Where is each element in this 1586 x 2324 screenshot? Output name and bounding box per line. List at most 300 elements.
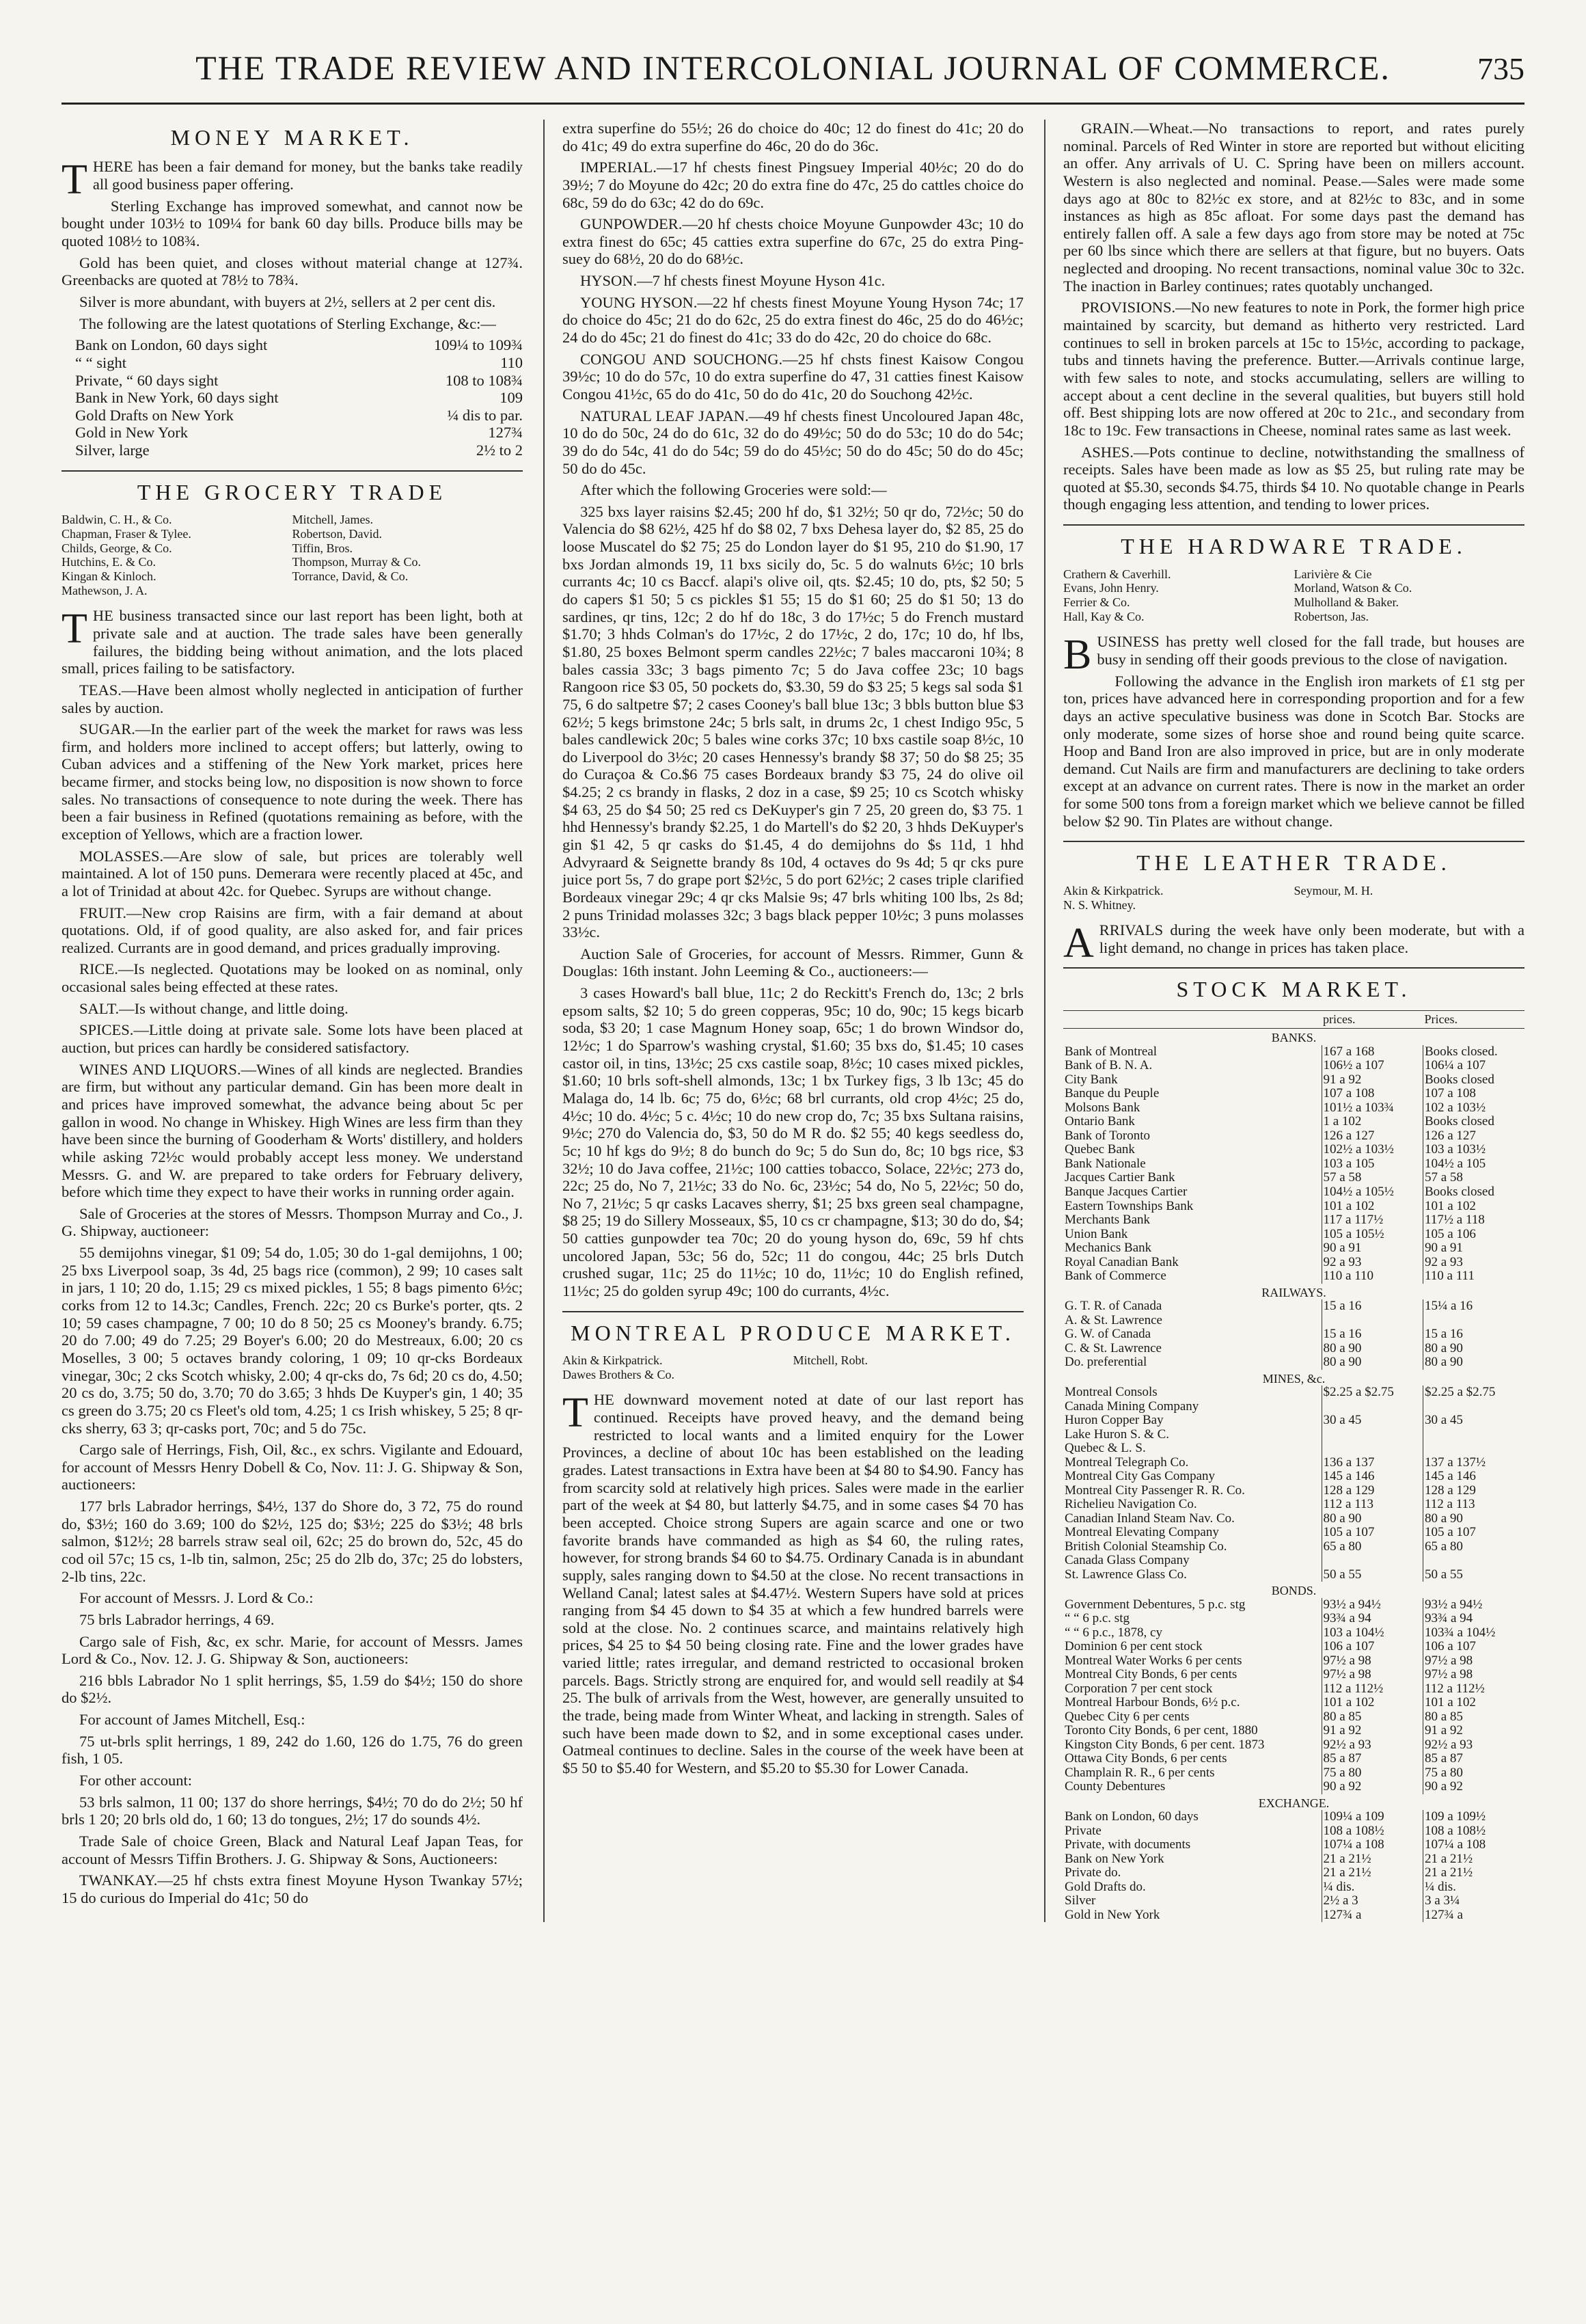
stock-group-label: RAILWAYS. bbox=[1261, 1285, 1326, 1299]
paragraph: SUGAR.—In the earlier part of the week the market for raws was less firm, and holders more inclined to accept offers; but latterly, owing to Cuban advices and a stiffening of the New York market, prices here became firmer, and stocks being low, no disposition is now shown to force sales. No transactions of consequence to note during the week. There has been a fair business in Refined (quotations remaining as before, with the exception of Yellows, which are a fraction lower. bbox=[61, 720, 523, 843]
stock-price-current: 110 a 111 bbox=[1423, 1269, 1525, 1284]
stock-row bbox=[1063, 1526, 1525, 1540]
stock-row bbox=[1063, 1299, 1525, 1314]
paragraph: ARRIVALS during the week have only been moderate, but with a light demand, no change in prices has taken place. bbox=[1063, 920, 1525, 967]
paragraph: THE business transacted since our last report has been light, both at private sale and at auction. The trade sales have been generally failures, the bidding being without animation, and the lots placed small, prices failing to be satisfactory. bbox=[61, 606, 523, 677]
stock-row bbox=[1063, 1640, 1525, 1654]
firm-name: Mathewson, J. A. bbox=[61, 583, 148, 597]
stock-name: Jacques Cartier Bank bbox=[1065, 1170, 1175, 1185]
stock-price-prev: 30 a 45 bbox=[1322, 1414, 1423, 1428]
firm-name: Mitchell, Robt. bbox=[793, 1353, 868, 1368]
stock-price-current: 112 a 112½ bbox=[1423, 1682, 1525, 1697]
stock-name: Private, with documents bbox=[1065, 1837, 1191, 1852]
stock-name: Banque du Peuple bbox=[1065, 1086, 1160, 1101]
stock-row bbox=[1063, 1073, 1525, 1087]
stock-name: Bank on London, 60 days bbox=[1065, 1809, 1199, 1824]
stock-row bbox=[1063, 1498, 1525, 1512]
stock-name: Silver bbox=[1065, 1893, 1096, 1908]
stock-price-prev: 97½ a 98 bbox=[1322, 1668, 1423, 1682]
stock-row bbox=[1063, 1185, 1525, 1200]
stock-price-current: 50 a 55 bbox=[1423, 1568, 1525, 1582]
stock-price-current: 15¼ a 16 bbox=[1423, 1299, 1525, 1314]
stock-market-title: STOCK MARKET. bbox=[1176, 977, 1412, 1002]
hardware-trade-title: THE HARDWARE TRADE. bbox=[1121, 534, 1467, 559]
stock-price-current: 91 a 92 bbox=[1423, 1724, 1525, 1738]
stock-name: Quebec Bank bbox=[1065, 1142, 1135, 1157]
paragraph: 216 bbls Labrador No 1 split herrings, $5, 1.59 do $4½; 150 do shore do $2½. bbox=[61, 1671, 523, 1707]
stock-name: Huron Copper Bay bbox=[1065, 1413, 1164, 1428]
grocery-firms bbox=[61, 513, 523, 597]
stock-name: Union Bank bbox=[1065, 1226, 1128, 1241]
stock-name: Canadian Inland Steam Nav. Co. bbox=[1065, 1511, 1235, 1526]
paragraph: GRAIN.—Wheat.—No transactions to report, and rates purely nominal. Parcels of Red Winter in store are reported but without eliciting an offer. Any arrivals of U. C. Spring have been on millers account. Western is also neglected and nominal. Pease.—Sales were made some days ago at 80c to 82½c ex store, and at 82½c to 83c, and in some instances as high as 85c afloat. For some days past the demand has entirely fallen off. A sale a few days ago from store may be noted at 75c per 60 lbs since which there are sellers at that figure, but no buyers. Oats neglected and drooping. No recent transactions, nominal value 30c to 32c. The inaction in Barley continues; rates quotably unchanged. bbox=[1063, 120, 1525, 295]
stock-name: Private do. bbox=[1065, 1865, 1121, 1880]
stock-row bbox=[1063, 1554, 1525, 1568]
stock-price-prev: 92½ a 93 bbox=[1322, 1738, 1423, 1753]
stock-row bbox=[1063, 1780, 1525, 1794]
stock-price-prev: 50 a 55 bbox=[1322, 1568, 1423, 1582]
stock-name: A. & St. Lawrence bbox=[1065, 1312, 1162, 1327]
firm-name: N. S. Whitney. bbox=[1063, 897, 1136, 912]
stock-group-label: EXCHANGE. bbox=[1258, 1796, 1330, 1810]
paragraph: SALT.—Is without change, and little doing. bbox=[79, 999, 348, 1017]
stock-name: Bank on New York bbox=[1065, 1851, 1164, 1866]
stock-group-label: MINES, &c. bbox=[1262, 1371, 1326, 1386]
stock-price-prev: 128 a 129 bbox=[1322, 1484, 1423, 1498]
stock-price-prev: 93¾ a 94 bbox=[1322, 1612, 1423, 1626]
quote-label: Silver, large bbox=[75, 442, 150, 459]
paragraph: Sterling Exchange has improved somewhat, and cannot now be bought under 103½ to 109¼ for bank 60 day bills. Produce bills may be quoted 108½ to 108¾. bbox=[61, 197, 523, 250]
stock-price-current: Books closed bbox=[1423, 1185, 1525, 1200]
stock-group-label: BONDS. bbox=[1271, 1584, 1317, 1598]
quote-label: “ “ sight bbox=[75, 353, 126, 371]
stock-name: Quebec City 6 per cents bbox=[1065, 1709, 1190, 1724]
paragraph: Cargo sale of Herrings, Fish, Oil, &c., ex schrs. Vigilante and Edouard, for account of Messrs Henry Dobell & Co, Nov. 11: J. G. Shipway & Son, auctioneers: bbox=[61, 1441, 523, 1494]
leather-trade-title: THE LEATHER TRADE. bbox=[1136, 850, 1451, 876]
firm-name: Akin & Kirkpatrick. bbox=[1063, 883, 1164, 897]
stock-price-prev: 91 a 92 bbox=[1322, 1724, 1423, 1738]
stock-price-prev: 101 a 102 bbox=[1322, 1696, 1423, 1710]
stock-row bbox=[1063, 1866, 1525, 1880]
quote-row bbox=[75, 354, 523, 372]
stock-name: Ontario Bank bbox=[1065, 1114, 1135, 1129]
stock-price-prev bbox=[1322, 1314, 1423, 1328]
stock-name: Bank Nationale bbox=[1065, 1156, 1146, 1171]
stock-price-prev: 109¼ a 109 bbox=[1322, 1810, 1423, 1824]
stock-row bbox=[1063, 1654, 1525, 1668]
paragraph: FRUIT.—New crop Raisins are firm, with a fair demand at about quotations. Old, if of good quality, are also asked for, and fair prices realized. Currants are in good demand, and prices gradually improving. bbox=[61, 904, 523, 956]
paragraph: TWANKAY.—25 hf chsts extra finest Moyune Hyson Twankay 57½; 15 do curious do Imperial do 41c; 50 do bbox=[61, 1872, 523, 1906]
stock-row bbox=[1063, 1157, 1525, 1172]
stock-row bbox=[1063, 1810, 1525, 1824]
stock-name: Eastern Townships Bank bbox=[1065, 1198, 1194, 1213]
stock-price-current: 137 a 137½ bbox=[1423, 1456, 1525, 1470]
stock-price-prev: ¼ dis. bbox=[1322, 1880, 1423, 1895]
quote-row bbox=[75, 372, 523, 390]
stock-row bbox=[1063, 1824, 1525, 1839]
stock-price-current: 90 a 91 bbox=[1423, 1241, 1525, 1256]
stock-price-current: Books closed bbox=[1423, 1073, 1525, 1087]
stock-row bbox=[1063, 1838, 1525, 1852]
firm-name: Akin & Kirkpatrick. bbox=[562, 1353, 663, 1368]
stock-price-current: 21 a 21½ bbox=[1423, 1852, 1525, 1867]
stock-price-current bbox=[1423, 1554, 1525, 1568]
stock-row bbox=[1063, 1414, 1525, 1428]
stock-name: Montreal City Passenger R. R. Co. bbox=[1065, 1483, 1245, 1498]
stock-name: Montreal Elevating Company bbox=[1065, 1525, 1219, 1540]
quote-row bbox=[75, 442, 523, 459]
stock-name: Quebec & L. S. bbox=[1065, 1441, 1146, 1456]
stock-price-current: 145 a 146 bbox=[1423, 1470, 1525, 1484]
paragraph: TEAS.—Have been almost wholly neglected in anticipation of further sales by auction. bbox=[61, 681, 523, 716]
paragraph: HYSON.—7 hf chests finest Moyune Hyson 41c. bbox=[580, 272, 886, 290]
paragraph: RICE.—Is neglected. Quotations may be looked on as nominal, only occasional sales being effected at these rates. bbox=[61, 960, 523, 996]
quote-value: 108 to 108¾ bbox=[445, 371, 523, 389]
stock-row bbox=[1063, 1880, 1525, 1895]
stock-price-current: $2.25 a $2.75 bbox=[1423, 1386, 1525, 1400]
stock-row bbox=[1063, 1668, 1525, 1682]
paragraph: 53 brls salmon, 11 00; 137 do shore herrings, $4½; 70 do do 2½; 50 hf brls 1 20; 20 brls old do, 1 60; 13 do tongues, 2½; 17 do sounds 4½. bbox=[61, 1793, 523, 1828]
stock-header bbox=[1063, 1010, 1322, 1028]
paragraph: 3 cases Howard's ball blue, 11c; 2 do Reckitt's French do, 13c; 2 brls epsom salts, $2 10; 5 do green copperas, 95c; 10 do, 90c; 15 kegs bicarb soda, $3 20; 1 case Magnum Honey soap, 65c; 1 do brown Windsor do, 12½c; 1 do Sparrow's washing crystal, $1.60; 35 bxs do, $1.45; 10 cases castor oil, in tins, 13½c; 25 cxs castile soap, 8½c; 10 cases mixed pickles, $1.60; 10 brls soft-shell almonds, 13c; 1 bx Turkey figs, 3 lb 13c; 45 do Malaga do, 14 lb. 6c; 75 do, 6½c; 68 brl currants, old crop 4½c; 25 do, 4½c; 10 do. 4½c; 5 c. 4½c; 10 do new crop do, 7c; 35 bxs Sultana raisins, 9½c; 270 do Valencia do, $3, 50 do M R do. $2 55; 40 kegs seedless do, 5c; 10 hf kgs do 9½; 8 do bunch do 9c; 5 do Sun do, 8c; 10 bgs rice, $3 32½; 10 do Java coffee, 21½c; 100 catties tobacco, Solace, 22½c; 273 do, 22c; 25 do, No 7, 21½c; 33 do No. 6c, 23½c; 54 do, No 5, 22½c; 50 do, No 7, 21½c; 5 qr casks Lacaves sherry, $1; 25 bxs green seal champagne, $8 25; 19 do Sillery Mosseaux, $5, 10 cs cr champagne, $13; 30 do do, $4; 50 catties gunpowder tea 70c; 20 do young hyson do, 69c, 59 hf chts uncolored Japan, 53c; 56 do, 52c; 11 do congou, 44c; 25 brls Dutch crushed sugar, 11c; 25 do 11½c; 10 do, 11½c; 10 do English refined, 11½c; 25 do golden syrup 49c; 100 do currants, 4½c. bbox=[562, 984, 1024, 1299]
quote-label: Bank on London, 60 days sight bbox=[75, 336, 268, 354]
stock-price-current bbox=[1423, 1314, 1525, 1328]
stock-row bbox=[1063, 1710, 1525, 1725]
stock-price-current: 101 a 102 bbox=[1423, 1200, 1525, 1214]
paragraph: CONGOU AND SOUCHONG.—25 hf chsts finest Kaisow Congou 39½c; 10 do do 57c, 10 do extra superfine do 47, 31 catties finest Kaisow Congou 41½c, 65 do do 41c, 50 do do 41c, 20 do Souchong 42½c. bbox=[562, 350, 1024, 403]
stock-group-row bbox=[1063, 1582, 1525, 1597]
paragraph: Silver is more abundant, with buyers at 2½, sellers at 2 per cent dis. bbox=[79, 293, 496, 310]
paragraph: Cargo sale of Fish, &c, ex schr. Marie, for account of Messrs. James Lord & Co., Nov. 12. J. G. Shipway & Son, auctioneers: bbox=[61, 1632, 523, 1668]
stock-price-current: 57 a 58 bbox=[1423, 1171, 1525, 1185]
quote-row bbox=[75, 336, 523, 354]
stock-name: Do. preferential bbox=[1065, 1355, 1147, 1370]
stock-name: Richelieu Navigation Co. bbox=[1065, 1497, 1197, 1512]
stock-name: Montreal Water Works 6 per cents bbox=[1065, 1653, 1242, 1668]
stock-row bbox=[1063, 1171, 1525, 1185]
stock-row bbox=[1063, 1269, 1525, 1284]
stock-price-current: 105 a 107 bbox=[1423, 1526, 1525, 1540]
quote-label: Private, “ 60 days sight bbox=[75, 371, 219, 389]
stock-row bbox=[1063, 1200, 1525, 1214]
stock-price-prev: 91 a 92 bbox=[1322, 1073, 1423, 1087]
stock-row bbox=[1063, 1314, 1525, 1328]
page-header bbox=[61, 48, 1525, 105]
divider bbox=[562, 1311, 1024, 1312]
stock-name: Merchants Bank bbox=[1065, 1213, 1151, 1228]
stock-row bbox=[1063, 1738, 1525, 1753]
paragraph: Gold has been quiet, and closes without material change at 127¾. Greenbacks are quoted at 78½ to 78¾. bbox=[61, 254, 523, 289]
stock-price-current: 107 a 108 bbox=[1423, 1087, 1525, 1101]
paragraph: YOUNG HYSON.—22 hf chests finest Moyune Young Hyson 74c; 17 do choice do 45c; 21 do do 62c, 25 do extra finest do 46c, 25 do do 46½c; 24 do do 45c; 21 do finest do 41c; 33 do do 42c, 20 do choice do 68c. bbox=[562, 293, 1024, 347]
firm-name: Thompson, Murray & Co. bbox=[292, 555, 421, 569]
stock-price-current: 102 a 103½ bbox=[1423, 1101, 1525, 1116]
stock-price-prev: 106 a 107 bbox=[1322, 1640, 1423, 1654]
stock-price-current: 93½ a 94½ bbox=[1423, 1598, 1525, 1612]
leather-firms bbox=[1063, 884, 1525, 912]
stock-name: Mechanics Bank bbox=[1065, 1241, 1152, 1256]
stock-price-prev: 101 a 102 bbox=[1322, 1200, 1423, 1214]
stock-price-current: 90 a 92 bbox=[1423, 1780, 1525, 1794]
quote-row bbox=[75, 407, 523, 424]
stock-row bbox=[1063, 1540, 1525, 1554]
stock-name: Gold in New York bbox=[1065, 1907, 1160, 1922]
column-1 bbox=[61, 120, 523, 1922]
stock-row bbox=[1063, 1470, 1525, 1484]
stock-price-prev: 103 a 104½ bbox=[1322, 1626, 1423, 1640]
divider bbox=[1063, 524, 1525, 526]
paragraph: 325 bxs layer raisins $2.45; 200 hf do, $1 32½; 50 qr do, 72½c; 50 do Valencia do $8 62½, 425 hf do $8 02, 7 bxs Dehesa layer do, $2 85, 25 do loose Muscatel do $2 75; 25 do London layer do $1 95, 210 do $1.90, 17 bxs Jordan almonds 19, 11 bxs sicily do, 5c. 5 do walnuts 6½c; 10 brls currants 4c; 10 cs Baccf. alapi's olive oil, qts. $2.45; 10 do, pts, $2 50; 5 do capers $1 50; 5 cs pickles $1 55; 15 do $1 60; 25 do $1 50; 13 do sardines, qr tins, 12c; 2 do hf do 18c, 3 do 17½c; 5 do French mustard $1.70; 3 hhds Colman's do 17½c, 2 do 17½c, 2 do, 17c; 10 do, hf lbs, $1.80, 25 boxes Belmont sperm candles 22½c; 7 bales maccaroni 10¾; 8 bales cassia 33c; 3 bags pimento 7c; 5 do Java coffee 23c; 10 bags Rangoon rice $3 05, 50 pockets do, $3.30, 59 do $3 25; 5 kegs sal soda $1 75, 6 do saltpetre $7; 2 cases Cooney's ball blue 13c; 3 bbls button blue $3 62½; 5 kegs brimstone 24c; 5 brls salt, in drums 2c, 1 chest Indigo 95c, 5 bales candlewick 20c; 5 bales wine corks 37c; 10 bxs castile soap 8½c, 10 do Liverpool do 3½c; 20 cases Hennessy's brandy $8 37; 50 do $8 25; 35 do Curaçoa & Co.$6 75 cases Bordeaux brandy $3 75, 24 do olive oil $4.25; 2 cs brandy in flasks, 2 doz in a case, $9 25; 10 cs Scotch whisky $4 63, 25 do $4 50; 25 red cs DeKuyper's gin 7 25, 20 green do, $3 75. 1 hhd Hennessy's brandy $2.25, 1 do Martell's do $2 20, 3 hhds DeKuyper's gin $1 42, 5 qr casks do $1.45, 4 do demijohns do $s 11d, 1 hhd Advyraard & Seignette brandy 8s 10d, 4 octaves do 9s 4d; 5 qr cks pure juice port 5s, 7 do grape port $2½c, 5 do port 62½c; 2 cases triple clarified Bordeaux vinegar 29c; 4 qr cks Malsie 9s; 47 brls whiting 100 lbs, 2s 8d; 2 puns Trinidad molasses 32c; 3 bags black pepper 10½c; 3 puns molasses 33½c. bbox=[562, 502, 1024, 941]
stock-price-current: 101 a 102 bbox=[1423, 1696, 1525, 1710]
stock-price-current: 93¾ a 94 bbox=[1423, 1612, 1525, 1626]
stock-price-prev: 90 a 92 bbox=[1322, 1780, 1423, 1794]
paragraph: For account of Messrs. J. Lord & Co.: bbox=[79, 1589, 314, 1607]
quote-label: Bank in New York, 60 days sight bbox=[75, 389, 279, 407]
stock-price-current: 65 a 80 bbox=[1423, 1540, 1525, 1554]
firm-name: Chapman, Fraser & Tylee. bbox=[61, 526, 191, 541]
stock-price-current: 106¼ a 107 bbox=[1423, 1059, 1525, 1073]
stock-price-current: ¼ dis. bbox=[1423, 1880, 1525, 1895]
divider bbox=[61, 470, 523, 472]
stock-row bbox=[1063, 1894, 1525, 1908]
stock-row bbox=[1063, 1355, 1525, 1370]
stock-price-current: 21 a 21½ bbox=[1423, 1866, 1525, 1880]
stock-price-current: 126 a 127 bbox=[1423, 1129, 1525, 1144]
stock-row bbox=[1063, 1228, 1525, 1242]
stock-name: Champlain R. R., 6 per cents bbox=[1065, 1765, 1215, 1780]
stock-price-prev: 104½ a 105½ bbox=[1322, 1185, 1423, 1200]
stock-name: G. T. R. of Canada bbox=[1065, 1299, 1162, 1314]
stock-price-prev: 112 a 112½ bbox=[1322, 1682, 1423, 1697]
firm-name: Kingan & Kinloch. bbox=[61, 569, 156, 583]
stock-price-current: 103 a 103½ bbox=[1423, 1143, 1525, 1157]
firm-name: Larivière & Cie bbox=[1294, 567, 1372, 581]
divider bbox=[1063, 841, 1525, 842]
quote-value: 109¼ to 109¾ bbox=[433, 336, 523, 354]
divider bbox=[1063, 967, 1525, 969]
quote-value: 109 bbox=[500, 389, 523, 407]
stock-row bbox=[1063, 1342, 1525, 1356]
stock-price-current: 105 a 106 bbox=[1423, 1228, 1525, 1242]
stock-price-current: 106 a 107 bbox=[1423, 1640, 1525, 1654]
stock-row bbox=[1063, 1101, 1525, 1116]
stock-row bbox=[1063, 1143, 1525, 1157]
stock-price-current: Books closed bbox=[1423, 1115, 1525, 1129]
quote-value: ¼ dis to par. bbox=[447, 406, 523, 424]
stock-price-current: 3 a 3¼ bbox=[1423, 1894, 1525, 1908]
stock-price-current: 75 a 80 bbox=[1423, 1766, 1525, 1781]
stock-price-prev: 90 a 91 bbox=[1322, 1241, 1423, 1256]
stock-price-prev: 102½ a 103½ bbox=[1322, 1143, 1423, 1157]
stock-price-prev bbox=[1322, 1400, 1423, 1414]
stock-price-current bbox=[1423, 1400, 1525, 1414]
stock-name: Montreal City Bonds, 6 per cents bbox=[1065, 1667, 1238, 1682]
stock-price-current: 80 a 90 bbox=[1423, 1512, 1525, 1526]
stock-row bbox=[1063, 1612, 1525, 1626]
stock-name: County Debentures bbox=[1065, 1779, 1166, 1794]
quote-value: 110 bbox=[500, 353, 523, 371]
stock-name: “ “ 6 p.c. stg bbox=[1065, 1611, 1130, 1626]
firm-name: Mulholland & Baker. bbox=[1294, 595, 1399, 609]
stock-name: Canada Mining Company bbox=[1065, 1399, 1199, 1414]
stock-price-current bbox=[1423, 1428, 1525, 1442]
paragraph: IMPERIAL.—17 hf chests finest Pingsuey Imperial 40½c; 20 do do 39½; 7 do Moyune do 42c; 20 do extra fine do 47c, 25 do cattles choice do 68c, 59 do do 63c; 42 do do 69c. bbox=[562, 159, 1024, 211]
quote-value: 2½ to 2 bbox=[476, 442, 523, 459]
stock-price-prev: 80 a 90 bbox=[1322, 1355, 1423, 1370]
firm-name: Dawes Brothers & Co. bbox=[562, 1367, 674, 1381]
stock-price-current bbox=[1423, 1442, 1525, 1456]
stock-price-prev: 80 a 90 bbox=[1322, 1342, 1423, 1356]
stock-price-prev: 136 a 137 bbox=[1322, 1456, 1423, 1470]
stock-price-current: 30 a 45 bbox=[1423, 1414, 1525, 1428]
stock-price-current: 92½ a 93 bbox=[1423, 1738, 1525, 1753]
quote-row bbox=[75, 389, 523, 407]
stock-row bbox=[1063, 1696, 1525, 1710]
produce-market-title: MONTREAL PRODUCE MARKET. bbox=[571, 1320, 1015, 1345]
paragraph: ASHES.—Pots continue to decline, notwithstanding the smallness of receipts. Sales have been made as low as $5 25, but ruling rate may be quoted at $5.30, seconds $4.75, thirds $4 10. No quotable change in Pearls though engaging less attention, and tending to lower prices. bbox=[1063, 443, 1525, 513]
stock-price-current: 80 a 85 bbox=[1423, 1710, 1525, 1725]
stock-price-current: 80 a 90 bbox=[1423, 1342, 1525, 1356]
stock-row bbox=[1063, 1386, 1525, 1400]
firm-name: Robertson, David. bbox=[292, 526, 382, 541]
stock-row bbox=[1063, 1115, 1525, 1129]
stock-price-prev: 106½ a 107 bbox=[1322, 1059, 1423, 1073]
stock-row bbox=[1063, 1626, 1525, 1640]
paragraph: WINES AND LIQUORS.—Wines of all kinds are neglected. Brandies are firm, but without any particular demand. Gin has been more dealt in and prices have improved somewhat, the advance being about 5c per gallon in wood. No change in Whiskey. High Wines are less firm than they have been since the burning of Gooderham & Worts' distillery, and holders while asking 72½c would probably accept less money. We understand Messrs. G. and W. are prepared to take orders for February delivery, before which time they expect to have their works in running order again. bbox=[61, 1060, 523, 1201]
stock-price-prev: 117 a 117½ bbox=[1322, 1213, 1423, 1228]
stock-name: Private bbox=[1065, 1823, 1102, 1838]
firm-name: Evans, John Henry. bbox=[1063, 581, 1159, 595]
stock-price-current: 103¾ a 104½ bbox=[1423, 1626, 1525, 1640]
stock-name: Government Debentures, 5 p.c. stg bbox=[1065, 1597, 1246, 1612]
stock-price-prev: 65 a 80 bbox=[1322, 1540, 1423, 1554]
stock-price-prev: 57 a 58 bbox=[1322, 1171, 1423, 1185]
paragraph: Sale of Groceries at the stores of Messrs. Thompson Murray and Co., J. G. Shipway, auctioneer: bbox=[61, 1204, 523, 1240]
stock-row bbox=[1063, 1766, 1525, 1781]
stock-row bbox=[1063, 1400, 1525, 1414]
stock-price-prev: 2½ a 3 bbox=[1322, 1894, 1423, 1908]
paragraph: The following are the latest quotations of Sterling Exchange, &c:— bbox=[79, 314, 496, 332]
stock-group-row bbox=[1063, 1029, 1525, 1045]
paragraph: GUNPOWDER.—20 hf chests choice Moyune Gunpowder 43c; 10 do extra finest do 65c; 45 catties extra superfine do 67c, 25 do extra Ping-suey do 68½, 20 do do 68½c. bbox=[562, 215, 1024, 268]
running-title: THE TRADE REVIEW AND INTERCOLONIAL JOURNAL OF COMMERCE. bbox=[195, 49, 1391, 87]
exchange-quotes bbox=[61, 336, 523, 459]
stock-name: Montreal Consols bbox=[1065, 1385, 1158, 1400]
stock-row bbox=[1063, 1724, 1525, 1738]
quote-label: Gold in New York bbox=[75, 424, 189, 442]
stock-table bbox=[1063, 1010, 1525, 1923]
stock-group-row bbox=[1063, 1370, 1525, 1386]
stock-price-current: 109 a 109½ bbox=[1423, 1810, 1525, 1824]
stock-name: Banque Jacques Cartier bbox=[1065, 1184, 1188, 1199]
stock-name: Bank of Commerce bbox=[1065, 1269, 1166, 1284]
stock-price-current: 107¼ a 108 bbox=[1423, 1838, 1525, 1852]
column-2 bbox=[543, 120, 1024, 1922]
paragraph: Trade Sale of choice Green, Black and Natural Leaf Japan Teas, for account of Messrs Tiffin Brothers. J. G. Shipway & Sons, Auctioneers: bbox=[61, 1832, 523, 1867]
stock-price-prev bbox=[1322, 1442, 1423, 1456]
stock-price-current: 112 a 113 bbox=[1423, 1498, 1525, 1512]
paragraph: Following the advance in the English iron markets of £1 stg per ton, prices have advanced here in corresponding proportion and for a few days an active speculative business was done in Scotch Bar. Stocks are only moderate, some sizes of horse shoe and round being quite scarce. Hoop and Band Iron are also improved in price, but are in only moderate demand. Cut Nails are firm and manufacturers are declining to take orders except at an advance on current rates. There is now in the market an order for some 500 tons from a foreign market which we believe cannot be filled below $2 90. Tin Plates are without change. bbox=[1063, 672, 1525, 830]
money-market-title: MONEY MARKET. bbox=[170, 125, 414, 150]
stock-price-prev: 101½ a 103¾ bbox=[1322, 1101, 1423, 1116]
firm-name: Torrance, David, & Co. bbox=[292, 569, 409, 583]
stock-price-prev: 15 a 16 bbox=[1322, 1327, 1423, 1342]
stock-header: prices. bbox=[1322, 1010, 1423, 1028]
stock-row bbox=[1063, 1059, 1525, 1073]
stock-row bbox=[1063, 1512, 1525, 1526]
stock-name: Bank of Toronto bbox=[1065, 1128, 1150, 1143]
stock-price-prev: 80 a 90 bbox=[1322, 1512, 1423, 1526]
firm-name: Childs, George, & Co. bbox=[61, 541, 172, 555]
stock-header: Prices. bbox=[1423, 1010, 1525, 1028]
stock-row bbox=[1063, 1256, 1525, 1270]
stock-price-prev: 15 a 16 bbox=[1322, 1299, 1423, 1314]
stock-price-prev: 85 a 87 bbox=[1322, 1752, 1423, 1766]
stock-price-prev: 107¼ a 108 bbox=[1322, 1838, 1423, 1852]
stock-name: Lake Huron S. & C. bbox=[1065, 1427, 1170, 1442]
firm-name: Mitchell, James. bbox=[292, 513, 373, 527]
paragraph: 177 brls Labrador herrings, $4½, 137 do Shore do, 3 72, 75 do round do, $3½; 160 do 3.69; 100 do $2½, 125 do; $3½; 225 do $3½; 48 brls salmon, $12½; 28 barrels straw seal oil, 62c; 25 do brown do, 52c, 45 do cod oil 57c; 15 cs, 1-lb tin, salmon, 25c; 25 do 2lb do, 37c; 25 do lobsters, 2-lb tins, 22c. bbox=[61, 1498, 523, 1585]
paragraph: NATURAL LEAF JAPAN.—49 hf chests finest Uncoloured Japan 48c, 10 do do 50c, 24 do do 61c, 32 do do 49½c; 50 do do 53c; 10 do do 54c; 39 do do 54c, 41 do do 54c; 59 do do 45½c; 50 do do 45c; 50 do do 45c; 50 do do 45c. bbox=[562, 407, 1024, 477]
stock-table-body bbox=[1063, 1029, 1525, 1923]
stock-name: Bank of Montreal bbox=[1065, 1044, 1158, 1059]
stock-price-current: 80 a 90 bbox=[1423, 1355, 1525, 1370]
paragraph: THERE has been a fair demand for money, but the banks take readily all good business paper offering. bbox=[61, 157, 523, 204]
stock-price-prev bbox=[1322, 1428, 1423, 1442]
stock-price-prev: 145 a 146 bbox=[1322, 1470, 1423, 1484]
stock-price-current: 128 a 129 bbox=[1423, 1484, 1525, 1498]
stock-price-prev: 108 a 108½ bbox=[1322, 1824, 1423, 1839]
stock-price-prev: 80 a 85 bbox=[1322, 1710, 1423, 1725]
stock-price-prev: 103 a 105 bbox=[1322, 1157, 1423, 1172]
firm-name: Hall, Kay & Co. bbox=[1063, 609, 1145, 623]
paragraph: After which the following Groceries were sold:— bbox=[580, 481, 887, 499]
stock-price-current: 117½ a 118 bbox=[1423, 1213, 1525, 1228]
stock-price-prev: 105 a 107 bbox=[1322, 1526, 1423, 1540]
stock-price-current: 108 a 108½ bbox=[1423, 1824, 1525, 1839]
stock-row bbox=[1063, 1213, 1525, 1228]
paragraph: For account of James Mitchell, Esq.: bbox=[79, 1711, 305, 1729]
stock-name: Canada Glass Company bbox=[1065, 1553, 1190, 1568]
stock-price-current: 97½ a 98 bbox=[1423, 1654, 1525, 1668]
stock-row bbox=[1063, 1752, 1525, 1766]
stock-row bbox=[1063, 1327, 1525, 1342]
stock-row bbox=[1063, 1682, 1525, 1697]
stock-row bbox=[1063, 1484, 1525, 1498]
grocery-trade-title: THE GROCERY TRADE bbox=[137, 479, 448, 504]
stock-row bbox=[1063, 1568, 1525, 1582]
stock-price-prev: 127¾ a bbox=[1322, 1908, 1423, 1923]
stock-price-current: 15 a 16 bbox=[1423, 1327, 1525, 1342]
stock-row bbox=[1063, 1241, 1525, 1256]
stock-name: C. & St. Lawrence bbox=[1065, 1340, 1162, 1355]
stock-name: City Bank bbox=[1065, 1072, 1118, 1087]
stock-row bbox=[1063, 1045, 1525, 1059]
stock-price-prev: 167 a 168 bbox=[1322, 1045, 1423, 1059]
stock-row bbox=[1063, 1442, 1525, 1456]
stock-row bbox=[1063, 1908, 1525, 1923]
quote-label: Gold Drafts on New York bbox=[75, 406, 234, 424]
stock-group-label: BANKS. bbox=[1271, 1031, 1317, 1045]
columns bbox=[61, 120, 1525, 1922]
paragraph: THE downward movement noted at date of our last report has continued. Receipts have proved heavy, and the demand being restricted to local wants and a limited enquiry for the Lower Provinces, a decline of about 10c has been established on the leading grades. Latest transactions in Extra have been at $4 80 to $4.90. Fancy has from scarcity sold at relatively high prices. Sales were made in the earlier part of the week at $4 80, but latterly $4.75, and in some cases $4 70 has been accepted. Choice strong Supers are again scarce and one or two favorite brands have commanded as high as $4 60, the ruling rates, however, for strong brands $4 60 to $4.75. Ordinary Canada is in abundant supply, sales ranging down to $4.50 at the close. No recent transactions in Welland Canal; latest sales at $4.47½. Western Supers have sold at prices ranging from $4 45 down to $4 35 at which a few hundred barrels were sold at the close. No. 2 continues scarce, and maintains relatively high prices, $4 25 to $4 50 being closing rate. Fine and the lower grades have varied little; rates irregular, and demand restricted to occasional broken parcels. Bags. Strictly strong are enquired for, and would sell readily at $4 25. The bulk of arrivals from the West, however, are generally unsuited to the trade, being made from Winter Wheat, and lacking in strength. Sales of such have been made down to $2, and in some exceptional cases under. Oatmeal continues to decline. Sales in the course of the week have been at $5 50 to $5.40 for Western, and $5.20 to $5.30 for Lower Canada. bbox=[562, 1390, 1024, 1776]
stock-price-current: 85 a 87 bbox=[1423, 1752, 1525, 1766]
stock-price-current: Books closed. bbox=[1423, 1045, 1525, 1059]
stock-price-prev: 97½ a 98 bbox=[1322, 1654, 1423, 1668]
stock-row bbox=[1063, 1129, 1525, 1144]
stock-price-current: 104½ a 105 bbox=[1423, 1157, 1525, 1172]
stock-price-current: 127¾ a bbox=[1423, 1908, 1525, 1923]
